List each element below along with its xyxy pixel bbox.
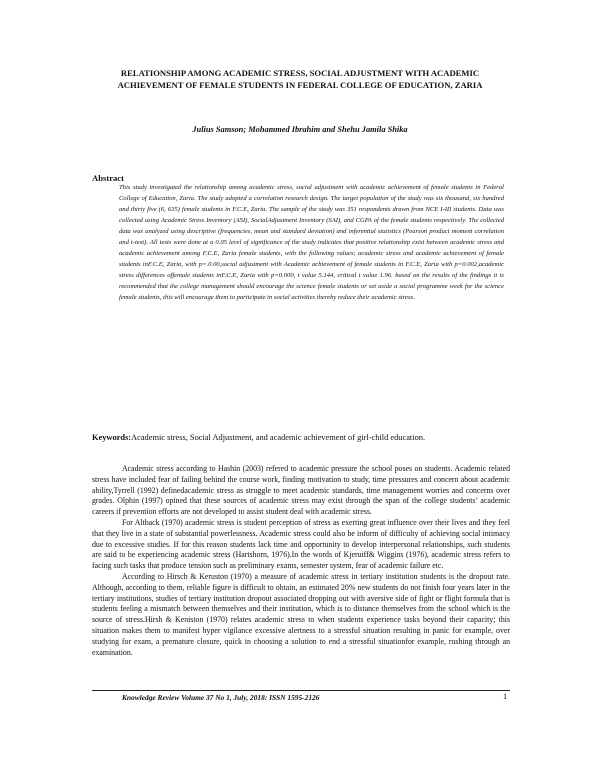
paper-title: RELATIONSHIP AMONG ACADEMIC STRESS, SOCIAL ADJUSTMENT WITH ACADEMIC ACHIEVEMENT OF FEMALE STUDENTS IN FEDERAL COLLEGE OF EDUCATION, ZARIA xyxy=(117,68,483,90)
abstract-text: This study investigated the relationship among academic stress, social adjustment with academic achievement of female students in Federal College of Education, Zaria. The study adopted a correlation research design. The target population of the study was six thousand, six hundred and thirty five (6, 635) female students in F.C.E, Zaria. The sample of the study was 351 respondents drawn from NCE I-III students. Data was collected using Academic Stress Inventory (ASI), SocialAdjustment Inventory (SAI), and CGPA of the female students respectively. The collected data was analyzed using descriptive (frequencies, mean and standard deviation) and inferential statistics (Pearson product moment correlation and t-test). All tests were done at a 0.05 level of significance of the study indicates that positive relationship exist between academic stress and academic achievement among F.C.E, Zaria female students, with the following values; academic stress and academic achievement of female students inF.C.E, Zaria, with p=.0.00,social adjustment with Academic achievement of female students in F.C.E, Zaria with p=0.002,academic stress differences offemale students inF.C.E, Zaria with p=0.000, t value 5.144, critical t value 1.96. based on the results of the findings it is recommended that the college management should encourage the science female students or set aside a social programme week for the science female students, this will encourage them to participate in social activities thereby reduce their academic stress. xyxy=(119,184,504,301)
keywords-line xyxy=(92,432,512,444)
footer-divider xyxy=(92,690,510,691)
body-paragraph: For Altback (1970) academic stress is student perception of stress as exerting great influence over their lives and they feel that they live in a state of substantial powerlessness. Academic stress could also be inform of difficulty of achieving social intimacy due to excessive studies. If for this reason students lack time and opportunity to develop interpersonal relationships, such students are said to be experiencing academic stress (Hartshorn, 1976).In the words of Kjeruiff& Wiggins (1976), academic stress refers to facing such tasks that produce tension such as preliminary exams, semester system, fear of academic failure etc. xyxy=(92,517,510,571)
keywords-text: Academic stress, Social Adjustment, and academic achievement of girl-child education. xyxy=(131,433,426,442)
body-paragraph: According to Hirsch & Keruston (1970) a measure of academic stress in tertiary institution students is the dropout rate. Although, according to them, reliable figure is difficult to obtain, an estimated 20% new students do not finish four years later in the tertiary institutions, studies of tertiary institution dropout associated dropping out with aversive side of fight or flight formula that is students feeling a mismatch between themselves and their institution, which is to distance themselves from the school which is the source of stress.Hirsh & Keniston (1970) relates academic stress to when students experience tasks beyond their capacity; this situation makes them to manifest hyper vigilance excessive alertness to a stressful situation resulting in panic for example, over studying for exam, a premature closure, quick in choosing a solution to end a stressful situationfor example, rushing through an examination. xyxy=(92,571,510,657)
body-paragraph: Academic stress according to Hashin (2003) refered to academic pressure the school poses on students. Academic related stress have included fear of failing behind the course work, finding motivation to study, time pressures and concern about academic ability,Tyrrell (1992) definedacademic stress as struggle to meet academic standards, time management worries and concerns over grades. Olphin (1997) opined that these sources of academic stress may exist through the span of the college students’ academic careers if prevention efforts are not developed to assist student deal with academic stress. xyxy=(92,464,510,517)
keywords-label: Keywords: xyxy=(92,433,132,442)
abstract-heading: Abstract xyxy=(92,173,124,183)
author-list: Julius Samson; Mohammed Ibrahim and Shehu Jamila Shika xyxy=(192,125,408,134)
footer-journal-citation: Knowledge Review Volume 37 No 1, July, 2018: ISSN 1595-2126 xyxy=(122,693,320,702)
body-text xyxy=(92,464,510,658)
page-number: 1 xyxy=(503,692,508,701)
